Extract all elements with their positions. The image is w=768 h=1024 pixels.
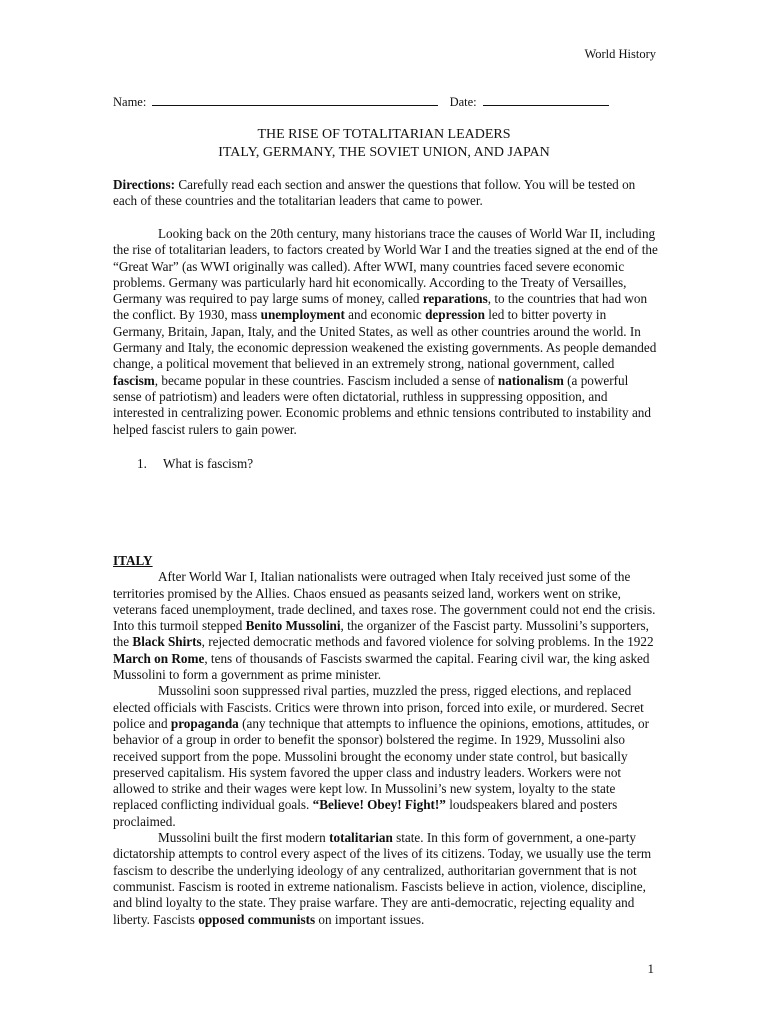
intro-paragraph [113,226,658,438]
intro-text: and economic [344,307,426,323]
term-propaganda: propaganda [170,715,239,731]
italy-text: (any technique that attempts to influence the opinions, emotions, attitudes, or behavior of a group in order to benefit the sponsor) bolstered the regime. In 1929, Mussolini also received support from the pope. Mussolini brought the economy under state control, but basically preserved capitalism. His system favored the upper class and industry leaders. Workers were not allowed to strike and their wages were kept low. In Mussolini’s new system, loyalty to the state replaced conflicting individual goals. [113,715,649,813]
name-blank[interactable] [152,93,438,106]
italy-text: on important issues. [315,911,425,927]
page-number: 1 [647,961,654,976]
italy-heading: ITALY [113,553,153,568]
term-black-shirts: Black Shirts [132,634,202,650]
italy-section [113,553,658,928]
term-unemployment: unemployment [260,307,345,323]
italy-paragraph-1 [113,569,658,683]
italy-text: loudspeakers blared and posters proclaimed. [113,797,618,829]
italy-paragraph-3 [113,830,658,928]
term-depression: depression [425,307,485,323]
intro-text: , to the countries that had won the conflict. By 1930, mass [113,291,648,323]
term-march-on-rome: March on Rome [113,650,205,666]
italy-text: state. In this form of government, a one-party dictatorship attempts to control every aspect of the lives of its citizens. Today, we usually use the term fascism to describe the underlying ideology of any centralized, authoritarian government that is not communist. Fascism is rooted in extreme nationalism. Fascists believe in action, violence, discipline, and blind loyalty to the state. They praise warfare. They are anti-democratic, rejecting equality and liberty. Fascists [113,830,652,927]
term-fascism: fascism [113,372,155,388]
italy-text: Mussolini soon suppressed rival parties, muzzled the press, rigged elections, and replaced elected officials with Fascists. Critics were thrown into prison, forced into exile, or murdered. Secret police and [113,683,644,731]
italy-text: Mussolini built the first modern [158,830,330,846]
intro-text: (a powerful sense of patriotism) and leaders were often dictatorial, ruthless in suppressing opposition, and interested in centralizing power. Economic problems and ethnic tensions contributed to instability and helped fascist rulers to gain power. [113,372,651,437]
worksheet-title [0,126,768,161]
question-1 [113,456,658,472]
name-label: Name: [113,95,147,109]
term-nationalism: nationalism [497,372,564,388]
intro-text: , became popular in these countries. Fascism included a sense of [154,372,498,388]
intro-text: Looking back on the 20th century, many historians trace the causes of World War II, including the rise of totalitarian leaders, to factors created by World War I and the treaties signed at the end of the “Great War” (as WWI originally was called). After WWI, many countries faced severe economic problems. Germany was particularly hard hit economically. According to the Treaty of Versailles, Germany was required to pay large sums of money, called [113,226,658,307]
term-opposed-communists: opposed communists [198,911,316,927]
directions-label: Directions: [113,177,176,192]
italy-paragraph-2 [113,683,658,830]
slogan-believe-obey-fight: “Believe! Obey! Fight!” [312,797,446,813]
term-reparations: reparations [422,291,488,307]
italy-text: , tens of thousands of Fascists swarmed the capital. Fearing civil war, the king asked Mussolini to form a government as prime minister. [113,650,650,683]
question-number: 1. [137,456,147,471]
name-date-line [113,93,658,110]
term-totalitarian: totalitarian [329,830,393,846]
title-line-1: THE RISE OF TOTALITARIAN LEADERS [257,127,511,142]
intro-text: led to bitter poverty in Germany, Britain, Japan, Italy, and the United States, as well as other countries around the world. In Germany and Italy, the economic depression weakened the existing governments. As people demanded change, a political movement that believed in an extremely strong, national government, called [113,307,657,372]
date-label: Date: [449,95,477,109]
italy-text: , the organizer of the Fascist party. Mussolini’s supporters, the [113,618,649,650]
date-blank[interactable] [483,93,609,106]
directions [113,177,658,210]
term-benito-mussolini: Benito Mussolini [245,618,341,634]
directions-text: Carefully read each section and answer the questions that follow. You will be tested on each of these countries and the totalitarian leaders that came to power. [113,177,636,209]
course-header: World History [584,47,656,61]
italy-text: After World War I, Italian nationalists were outraged when Italy received just some of the territories promised by the Allies. Chaos ensued as peasants seized land, workers went on strike, veterans faced unemployment, trade declined, and taxes rose. The government could not end the crisis. Into this turmoil stepped [113,569,656,634]
italy-text: , rejected democratic methods and favored violence for solving problems. In the 1922 [201,634,654,650]
title-line-2: ITALY, GERMANY, THE SOVIET UNION, AND JAPAN [218,144,550,160]
question-text: What is fascism? [163,456,254,471]
